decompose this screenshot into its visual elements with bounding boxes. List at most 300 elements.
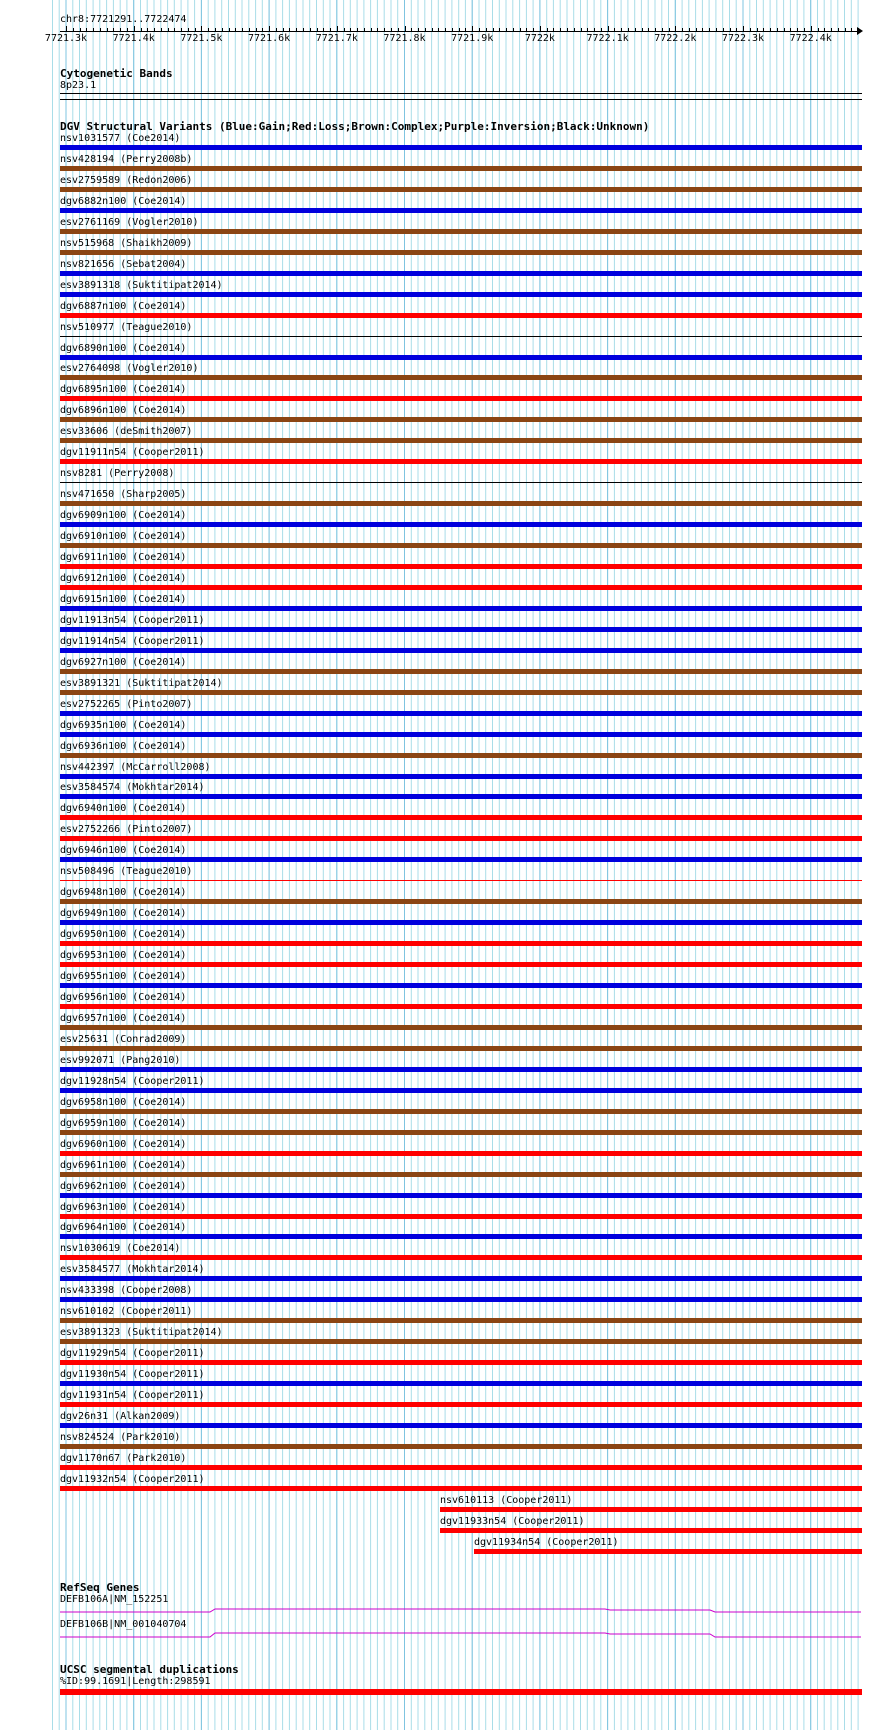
dgv-variant-bar[interactable] (60, 1088, 862, 1093)
dgv-variant-label[interactable]: esv25631 (Conrad2009) (60, 1033, 187, 1045)
dgv-variant-bar[interactable] (60, 1109, 862, 1114)
ruler-minor-tick (317, 28, 318, 31)
dgv-variant-label[interactable]: dgv1170n67 (Park2010) (60, 1452, 187, 1464)
dgv-variant-bar[interactable] (474, 1549, 862, 1554)
dgv-variant-bar[interactable] (60, 1444, 862, 1449)
dgv-variant-row[interactable] (60, 1348, 862, 1367)
dgv-variant-bar[interactable] (60, 794, 862, 799)
ruler-minor-tick (357, 28, 358, 31)
dgv-variant-row[interactable] (60, 1243, 862, 1262)
dgv-variant-bar[interactable] (60, 1046, 862, 1051)
ruler-minor-tick (283, 28, 284, 31)
dgv-variant-label[interactable]: dgv6912n100 (Coe2014) (60, 573, 187, 584)
ruler-minor-tick (601, 28, 602, 31)
dgv-variant-label[interactable]: dgv11934n54 (Cooper2011) (474, 1536, 619, 1548)
ruler-minor-tick (520, 28, 521, 31)
dgv-variant-row[interactable] (60, 468, 862, 487)
dgv-variant-row[interactable] (60, 762, 862, 781)
ruler-minor-tick (730, 28, 731, 31)
dgv-variant-bar[interactable] (60, 1130, 862, 1135)
dgv-variant-bar[interactable] (60, 880, 862, 881)
dgv-variant-bar[interactable] (60, 438, 862, 443)
ruler-minor-tick (350, 28, 351, 31)
dgv-variant-label[interactable]: dgv6953n100 (Coe2014) (60, 950, 187, 961)
ruler-minor-tick (574, 28, 575, 31)
dgv-variant-label[interactable]: esv3891321 (Suktitipat2014) (60, 677, 223, 689)
dgv-variant-row[interactable] (60, 845, 862, 864)
ruler-minor-tick (432, 28, 433, 31)
dgv-variant-label[interactable]: nsv1030619 (Coe2014) (60, 1243, 181, 1255)
dgv-variant-label[interactable]: dgv11929n54 (Cooper2011) (60, 1348, 205, 1360)
dgv-variant-label[interactable]: esv3584577 (Mokhtar2014) (60, 1264, 205, 1276)
ruler-major-tick (743, 26, 744, 32)
ruler-minor-tick (628, 28, 629, 31)
ruler-minor-tick (330, 28, 331, 31)
dgv-variant-row[interactable] (60, 217, 862, 236)
dgv-variant-row[interactable] (440, 1495, 862, 1514)
ruler-minor-tick (581, 28, 582, 31)
dgv-variant-label[interactable]: dgv6911n100 (Coe2014) (60, 552, 187, 563)
ruler-minor-tick (371, 28, 372, 31)
ruler-minor-tick (242, 28, 243, 31)
ruler-minor-tick (344, 28, 345, 31)
dgv-variant-bar[interactable] (60, 482, 862, 483)
ruler-minor-tick (276, 28, 277, 31)
ruler-line (60, 31, 860, 32)
dgv-variant-row[interactable] (60, 1055, 862, 1074)
dgv-variant-label[interactable]: esv992071 (Pang2010) (60, 1054, 181, 1066)
dgv-variant-row[interactable] (60, 259, 862, 278)
ruler-minor-tick (614, 28, 615, 31)
dgv-variant-label[interactable]: dgv11911n54 (Cooper2011) (60, 447, 205, 459)
refseq-gene-label-1[interactable]: DEFB106B|NM_001040704 (60, 1619, 187, 1630)
dgv-variant-row[interactable] (60, 447, 862, 466)
ruler-minor-tick (303, 28, 304, 31)
dgv-variant-bar[interactable] (60, 1318, 862, 1323)
dgv-variant-label[interactable]: esv3891318 (Suktitipat2014) (60, 279, 223, 291)
ruler-major-tick (66, 26, 67, 32)
ruler-minor-tick (777, 28, 778, 31)
dgv-variant-label[interactable]: nsv824524 (Park2010) (60, 1431, 181, 1443)
dgv-variant-row[interactable] (60, 992, 862, 1011)
dgv-variant-row[interactable] (60, 1118, 862, 1137)
dgv-variant-bar[interactable] (60, 522, 862, 527)
ruler-minor-tick (86, 28, 87, 31)
dgv-variant-label[interactable]: nsv471650 (Sharp2005) (60, 489, 187, 501)
dgv-variant-row[interactable] (60, 573, 862, 592)
dgv-variant-row[interactable] (60, 1181, 862, 1200)
dgv-variant-bar[interactable] (60, 1486, 862, 1491)
dgv-variant-label[interactable]: dgv6961n100 (Coe2014) (60, 1159, 187, 1171)
dgv-variant-label[interactable]: nsv1031577 (Coe2014) (60, 133, 181, 144)
ruler-minor-tick (364, 28, 365, 31)
dgv-variant-bar[interactable] (60, 355, 862, 360)
dgv-variant-bar[interactable] (60, 250, 862, 255)
ruler-minor-tick (377, 28, 378, 31)
dgv-variant-label[interactable]: dgv6960n100 (Coe2014) (60, 1138, 187, 1150)
dgv-variant-row[interactable] (60, 1222, 862, 1241)
dgv-variant-bar[interactable] (60, 815, 862, 820)
dgv-variant-row[interactable] (60, 741, 862, 760)
dgv-variant-bar[interactable] (60, 983, 862, 988)
dgv-variant-label[interactable]: esv3891323 (Suktitipat2014) (60, 1327, 223, 1339)
dgv-variant-bar[interactable] (60, 920, 862, 925)
dgv-variant-row[interactable] (60, 133, 862, 152)
dgv-variant-bar[interactable] (60, 417, 862, 422)
dgv-variant-bar[interactable] (60, 1004, 862, 1009)
dgv-variant-label[interactable]: dgv6935n100 (Coe2014) (60, 719, 187, 731)
dgv-variant-bar[interactable] (60, 1025, 862, 1030)
refseq-gene-label-0[interactable]: DEFB106A|NM_152251 (60, 1594, 169, 1605)
dgv-variant-bar[interactable] (60, 627, 862, 632)
ruler-minor-tick (486, 28, 487, 31)
dgv-variant-bar[interactable] (60, 1465, 862, 1470)
dgv-variant-bar[interactable] (60, 187, 862, 192)
ruler-minor-tick (621, 28, 622, 31)
dgv-variant-row[interactable] (60, 238, 862, 257)
ruler-minor-tick (147, 28, 148, 31)
dgv-variant-bar[interactable] (60, 1172, 862, 1177)
dgv-variant-label[interactable]: dgv6955n100 (Coe2014) (60, 971, 187, 982)
ruler-minor-tick (790, 28, 791, 31)
ruler-major-tick (472, 26, 473, 32)
dgv-variant-label[interactable]: esv2761169 (Vogler2010) (60, 216, 199, 228)
ruler-minor-tick (736, 28, 737, 31)
dgv-variant-row[interactable] (60, 824, 862, 843)
dgv-variant-bar[interactable] (60, 1193, 862, 1198)
dgv-variant-bar[interactable] (60, 145, 862, 150)
dgv-variant-label[interactable]: nsv442397 (McCarroll2008) (60, 761, 211, 773)
gene-model-defb106b (60, 1633, 861, 1637)
dgv-variant-row[interactable] (60, 196, 862, 215)
dgv-variant-bar[interactable] (60, 336, 862, 337)
dgv-variant-row[interactable] (60, 950, 862, 969)
dgv-variant-label[interactable]: dgv11931n54 (Cooper2011) (60, 1390, 205, 1401)
dgv-variant-bar[interactable] (60, 459, 862, 464)
dgv-variant-row[interactable] (60, 887, 862, 906)
dgv-variant-row[interactable] (60, 1474, 862, 1493)
dgv-variant-bar[interactable] (60, 857, 862, 862)
dgv-variant-bar[interactable] (60, 1151, 862, 1156)
ruler-minor-tick (702, 28, 703, 31)
dgv-variant-label[interactable]: dgv6896n100 (Coe2014) (60, 405, 187, 417)
ruler-minor-tick (757, 28, 758, 31)
dgv-variant-label[interactable]: esv3584574 (Mokhtar2014) (60, 782, 205, 794)
ruler-major-tick (134, 26, 135, 32)
segdup-label[interactable]: %ID:99.1691|Length:298591 (60, 1676, 211, 1687)
dgv-variant-label[interactable]: dgv6950n100 (Coe2014) (60, 929, 187, 941)
dgv-variant-bar[interactable] (60, 732, 862, 737)
dgv-variant-row[interactable] (60, 1453, 862, 1472)
dgv-variant-label[interactable]: dgv6887n100 (Coe2014) (60, 300, 187, 312)
dgv-variant-label[interactable]: nsv821656 (Sebat2004) (60, 258, 187, 270)
ruler-minor-tick (858, 28, 859, 31)
dgv-variant-bar[interactable] (60, 711, 862, 716)
dgv-variant-label[interactable]: esv33606 (deSmith2007) (60, 426, 193, 438)
dgv-variant-bar[interactable] (440, 1507, 862, 1512)
dgv-variant-label[interactable]: dgv11914n54 (Cooper2011) (60, 635, 205, 647)
dgv-variant-bar[interactable] (60, 543, 862, 548)
ruler-minor-tick (195, 28, 196, 31)
ruler-minor-tick (310, 28, 311, 31)
dgv-variant-label[interactable]: nsv428194 (Perry2008b) (60, 153, 193, 165)
dgv-variant-label[interactable]: dgv11930n54 (Cooper2011) (60, 1369, 205, 1380)
dgv-variant-bar[interactable] (60, 1381, 862, 1386)
dgv-variant-row[interactable] (60, 175, 862, 194)
ruler-minor-tick (174, 28, 175, 31)
dgv-variant-bar[interactable] (60, 1360, 862, 1365)
dgv-variant-row[interactable] (60, 929, 862, 948)
dgv-variant-label[interactable]: esv2752266 (Pinto2007) (60, 824, 193, 836)
dgv-variant-bar[interactable] (60, 292, 862, 297)
dgv-variant-row[interactable] (60, 678, 862, 697)
ruler-minor-tick (770, 28, 771, 31)
ruler-minor-tick (249, 28, 250, 31)
dgv-variant-row[interactable] (60, 615, 862, 634)
dgv-variant-row[interactable] (60, 1013, 862, 1032)
ruler-minor-tick (479, 28, 480, 31)
dgv-variant-label[interactable]: dgv26n31 (Alkan2009) (60, 1411, 181, 1422)
dgv-variant-row[interactable] (60, 489, 862, 508)
dgv-variant-row[interactable] (60, 1139, 862, 1158)
ruler-minor-tick (594, 28, 595, 31)
dgv-variant-label[interactable]: dgv6949n100 (Coe2014) (60, 908, 187, 920)
dgv-variant-row[interactable] (60, 866, 862, 885)
dgv-variant-bar[interactable] (60, 774, 862, 779)
ruler-tick-label: 7721.4k (112, 33, 155, 44)
dgv-variant-row[interactable] (60, 1327, 862, 1346)
ruler-major-tick (201, 26, 202, 32)
refseq-track-title[interactable]: RefSeq Genes (60, 1581, 140, 1594)
dgv-variant-row[interactable] (60, 657, 862, 676)
segdup-track-title[interactable]: UCSC segmental duplications (60, 1663, 239, 1676)
dgv-variant-bar[interactable] (60, 899, 862, 904)
dgv-variant-row[interactable] (60, 1034, 862, 1053)
dgv-variant-label[interactable]: dgv6915n100 (Coe2014) (60, 593, 187, 605)
refseq-gene-models[interactable] (60, 1600, 862, 1640)
ruler-major-tick (337, 26, 338, 32)
ruler-minor-tick (296, 28, 297, 31)
ruler-minor-tick (567, 28, 568, 31)
dgv-variant-label[interactable]: dgv6964n100 (Coe2014) (60, 1222, 187, 1234)
dgv-variant-row[interactable] (60, 384, 862, 403)
ruler-minor-tick (642, 28, 643, 31)
dgv-variant-bar[interactable] (60, 396, 862, 401)
ruler-minor-tick (533, 28, 534, 31)
ruler-minor-tick (547, 28, 548, 31)
dgv-variant-label[interactable]: dgv6927n100 (Coe2014) (60, 656, 187, 668)
dgv-variant-bar[interactable] (440, 1528, 862, 1533)
dgv-variant-bar[interactable] (60, 1234, 862, 1239)
ruler-minor-tick (168, 28, 169, 31)
dgv-variant-row[interactable] (60, 594, 862, 613)
ruler-minor-tick (493, 28, 494, 31)
dgv-variant-bar[interactable] (60, 648, 862, 653)
dgv-variant-row[interactable] (60, 1432, 862, 1451)
dgv-variant-bar[interactable] (60, 753, 862, 758)
dgv-variant-row[interactable] (60, 1160, 862, 1179)
dgv-variant-row[interactable] (60, 908, 862, 927)
ruler-minor-tick (289, 28, 290, 31)
dgv-variant-label[interactable]: dgv6956n100 (Coe2014) (60, 991, 187, 1003)
dgv-variant-bar[interactable] (60, 836, 862, 841)
dgv-variant-label[interactable]: nsv508496 (Teague2010) (60, 866, 193, 878)
dgv-variant-label[interactable]: dgv6890n100 (Coe2014) (60, 342, 187, 354)
dgv-variant-label[interactable]: dgv6910n100 (Coe2014) (60, 531, 187, 542)
dgv-variant-row[interactable] (60, 1097, 862, 1116)
dgv-variant-label[interactable]: nsv8281 (Perry2008) (60, 468, 175, 480)
ruler-minor-tick (141, 28, 142, 31)
dgv-variant-label[interactable]: dgv6958n100 (Coe2014) (60, 1096, 187, 1108)
ruler-tick-label: 7722.4k (789, 33, 832, 44)
segdup-bar[interactable] (60, 1689, 862, 1695)
dgv-variant-bar[interactable] (60, 1067, 862, 1072)
dgv-variant-label[interactable]: nsv515968 (Shaikh2009) (60, 237, 193, 249)
dgv-variant-bar[interactable] (60, 606, 862, 611)
dgv-variant-label[interactable]: dgv11933n54 (Cooper2011) (440, 1515, 585, 1527)
dgv-variant-label[interactable]: esv2752265 (Pinto2007) (60, 698, 193, 710)
dgv-variant-row[interactable] (60, 301, 862, 320)
dgv-track-title[interactable]: DGV Structural Variants (Blue:Gain;Red:Loss;Brown:Complex;Purple:Inversion;Black:Unknown) (60, 120, 650, 133)
dgv-variant-row[interactable] (60, 1411, 862, 1430)
dgv-variant-label[interactable]: dgv6936n100 (Coe2014) (60, 740, 187, 752)
ruler-minor-tick (465, 28, 466, 31)
dgv-variant-label[interactable]: dgv6909n100 (Coe2014) (60, 510, 187, 522)
dgv-variant-label[interactable]: dgv6882n100 (Coe2014) (60, 195, 187, 207)
dgv-variant-bar[interactable] (60, 1402, 862, 1407)
dgv-variant-bar[interactable] (60, 271, 862, 276)
dgv-variant-label[interactable]: dgv11932n54 (Cooper2011) (60, 1473, 205, 1485)
ruler-tick-label: 7721.6k (248, 33, 291, 44)
ruler-minor-tick (553, 28, 554, 31)
ruler-minor-tick (513, 28, 514, 31)
dgv-variant-row[interactable] (60, 510, 862, 529)
ruler-minor-tick (723, 28, 724, 31)
dgv-variant-label[interactable]: dgv6895n100 (Coe2014) (60, 384, 187, 396)
dgv-variant-row[interactable] (60, 1202, 862, 1221)
ruler-minor-tick (411, 28, 412, 31)
ruler-minor-tick (80, 28, 81, 31)
dgv-variant-row[interactable] (60, 343, 862, 362)
dgv-variant-row[interactable] (60, 699, 862, 718)
dgv-variant-label[interactable]: dgv11913n54 (Cooper2011) (60, 614, 205, 626)
dgv-variant-row[interactable] (60, 1285, 862, 1304)
dgv-variant-row[interactable] (60, 531, 862, 550)
ruler-minor-tick (459, 28, 460, 31)
dgv-variant-row[interactable] (60, 405, 862, 424)
dgv-variant-bar[interactable] (60, 1255, 862, 1260)
ruler-major-tick (675, 26, 676, 32)
ruler-minor-tick (93, 28, 94, 31)
dgv-variant-bar[interactable] (60, 208, 862, 213)
ruler-minor-tick (154, 28, 155, 31)
dgv-variant-label[interactable]: dgv6963n100 (Coe2014) (60, 1201, 187, 1213)
dgv-variant-bar[interactable] (60, 313, 862, 318)
dgv-variant-row[interactable] (60, 1264, 862, 1283)
dgv-variant-row[interactable] (60, 803, 862, 822)
cytoband-track-title[interactable]: Cytogenetic Bands (60, 67, 173, 80)
dgv-variant-bar[interactable] (60, 501, 862, 506)
dgv-variant-row[interactable] (60, 1076, 862, 1095)
dgv-variant-label[interactable]: dgv11928n54 (Cooper2011) (60, 1075, 205, 1087)
ruler-minor-tick (235, 28, 236, 31)
ruler-major-tick (405, 26, 406, 32)
locus-label: chr8:7721291..7722474 (60, 14, 187, 25)
dgv-variant-bar[interactable] (60, 375, 862, 380)
dgv-variant-label[interactable]: dgv6957n100 (Coe2014) (60, 1012, 187, 1024)
dgv-variant-bar[interactable] (60, 166, 862, 171)
dgv-variant-row[interactable] (60, 1390, 862, 1409)
gene-model-defb106a (60, 1609, 861, 1612)
ruler-minor-tick (425, 28, 426, 31)
dgv-variant-row[interactable] (60, 636, 862, 655)
ruler-minor-tick (648, 28, 649, 31)
dgv-variant-label[interactable]: esv2759589 (Redon2006) (60, 174, 193, 186)
dgv-variant-row[interactable] (60, 154, 862, 173)
dgv-variant-row[interactable] (474, 1537, 862, 1556)
dgv-variant-bar[interactable] (60, 1423, 862, 1428)
dgv-variant-label[interactable]: dgv6946n100 (Coe2014) (60, 845, 187, 857)
dgv-variant-row[interactable] (440, 1516, 862, 1535)
dgv-variant-bar[interactable] (60, 564, 862, 569)
dgv-variant-bar[interactable] (60, 229, 862, 234)
dgv-variant-bar[interactable] (60, 669, 862, 674)
dgv-variant-row[interactable] (60, 426, 862, 445)
dgv-variant-row[interactable] (60, 552, 862, 571)
dgv-variant-row[interactable] (60, 1306, 862, 1325)
dgv-variant-bar[interactable] (60, 585, 862, 590)
dgv-variant-label[interactable]: dgv6940n100 (Coe2014) (60, 803, 187, 815)
dgv-variant-label[interactable]: nsv610102 (Cooper2011) (60, 1306, 193, 1318)
ruler-tick-label: 7722.1k (586, 33, 629, 44)
dgv-variant-row[interactable] (60, 363, 862, 382)
dgv-variant-row[interactable] (60, 322, 862, 341)
ruler-minor-tick (323, 28, 324, 31)
coordinate-ruler (44, 24, 861, 56)
ruler-minor-tick (669, 28, 670, 31)
dgv-variant-bar[interactable] (60, 941, 862, 946)
dgv-variant-bar[interactable] (60, 1214, 862, 1219)
ruler-minor-tick (100, 28, 101, 31)
dgv-variant-row[interactable] (60, 1369, 862, 1388)
dgv-variant-label[interactable]: nsv433398 (Cooper2008) (60, 1285, 193, 1297)
dgv-variant-label[interactable]: dgv6962n100 (Coe2014) (60, 1180, 187, 1192)
dgv-variant-row[interactable] (60, 971, 862, 990)
dgv-variant-bar[interactable] (60, 1339, 862, 1344)
dgv-variant-label[interactable]: esv2764098 (Vogler2010) (60, 363, 199, 375)
ruler-major-tick (608, 26, 609, 32)
dgv-variant-row[interactable] (60, 782, 862, 801)
ruler-minor-tick (750, 28, 751, 31)
dgv-variant-label[interactable]: dgv6959n100 (Coe2014) (60, 1117, 187, 1129)
ruler-tick-label: 7722.2k (654, 33, 697, 44)
ruler-minor-tick (526, 28, 527, 31)
dgv-variant-label[interactable]: nsv510977 (Teague2010) (60, 321, 193, 333)
ruler-minor-tick (418, 28, 419, 31)
dgv-variant-label[interactable]: dgv6948n100 (Coe2014) (60, 887, 187, 899)
dgv-variant-bar[interactable] (60, 1276, 862, 1281)
ruler-tick-label: 7721.3k (44, 33, 88, 44)
dgv-variant-bar[interactable] (60, 1297, 862, 1302)
dgv-variant-bar[interactable] (60, 690, 862, 695)
dgv-variant-label[interactable]: nsv610113 (Cooper2011) (440, 1494, 573, 1506)
dgv-variant-row[interactable] (60, 720, 862, 739)
dgv-variant-row[interactable] (60, 280, 862, 299)
ruler-tick-label: 7721.8k (383, 33, 426, 44)
ruler-minor-tick (804, 28, 805, 31)
dgv-variant-bar[interactable] (60, 962, 862, 967)
ruler-minor-tick (445, 28, 446, 31)
